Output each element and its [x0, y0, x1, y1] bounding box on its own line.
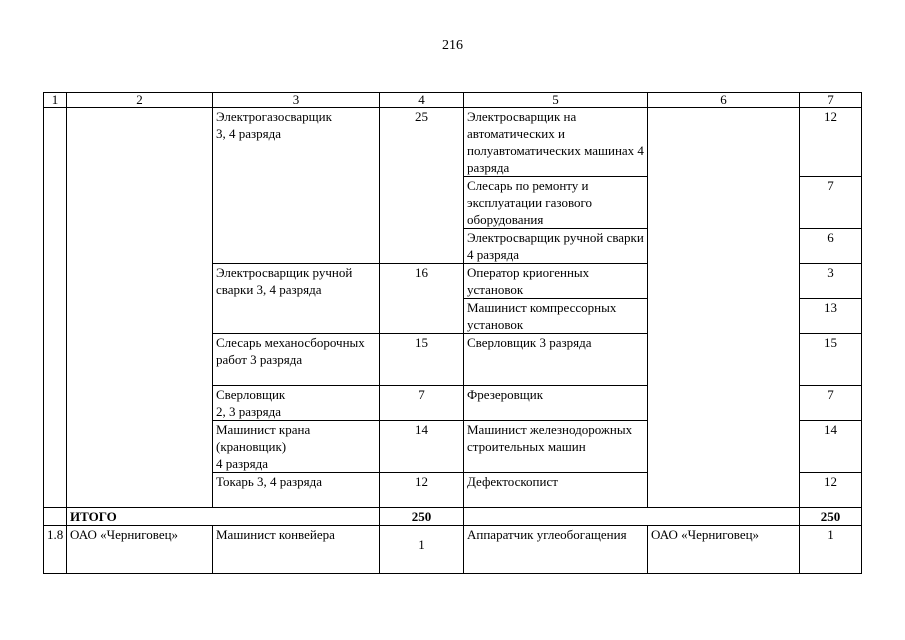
count-new: 13 [800, 299, 862, 334]
profession-new: Электросварщик на автоматических и полуавтоматических машинах 4 разряда [464, 108, 648, 177]
count-new: 12 [800, 108, 862, 177]
profession-current: Электрогазосварщик 3, 4 разряда [213, 108, 380, 264]
profession-new: Электросварщик ручной сварки 4 разряда [464, 229, 648, 264]
col2-empty [67, 108, 213, 508]
profession-new: Дефектоскопист [464, 473, 648, 508]
col6-empty [648, 108, 800, 508]
header-col-3: 3 [213, 93, 380, 108]
profession-current: Токарь 3, 4 разряда [213, 473, 380, 508]
profession-current: Машинист конвейера [213, 526, 380, 574]
profession-new: Аппаратчик углеобогащения [464, 526, 648, 574]
organization-new: ОАО «Черниговец» [648, 526, 800, 574]
total-count-new: 250 [800, 508, 862, 526]
profession-new: Сверловщик 3 разряда [464, 334, 648, 386]
requalification-table [43, 92, 862, 574]
count-current: 14 [380, 421, 464, 473]
page-number: 216 [442, 38, 463, 53]
header-col-4: 4 [380, 93, 464, 108]
profession-new: Слесарь по ремонту и эксплуатации газового оборудования [464, 177, 648, 229]
count-current: 16 [380, 264, 464, 334]
count-new: 7 [800, 386, 862, 421]
header-col-5: 5 [464, 93, 648, 108]
count-current: 15 [380, 334, 464, 386]
count-current: 7 [380, 386, 464, 421]
header-col-7: 7 [800, 93, 862, 108]
profession-current: Сверловщик 2, 3 разряда [213, 386, 380, 421]
count-new: 3 [800, 264, 862, 299]
profession-new: Оператор криогенных установок [464, 264, 648, 299]
profession-new: Машинист компрессорных установок [464, 299, 648, 334]
count-new: 15 [800, 334, 862, 386]
column-number-row [44, 93, 862, 108]
profession-new: Фрезеровщик [464, 386, 648, 421]
count-new: 6 [800, 229, 862, 264]
header-col-1: 1 [44, 93, 67, 108]
total-empty [464, 508, 800, 526]
count-current: 1 [380, 526, 464, 574]
count-new: 14 [800, 421, 862, 473]
count-new: 12 [800, 473, 862, 508]
table-row [44, 108, 862, 177]
header-col-2: 2 [67, 93, 213, 108]
count-new: 7 [800, 177, 862, 229]
total-label: ИТОГО [67, 508, 380, 526]
profession-new: Машинист железнодорожных строительных машин [464, 421, 648, 473]
count-current: 12 [380, 473, 464, 508]
header-col-6: 6 [648, 93, 800, 108]
profession-current: Электросварщик ручной сварки 3, 4 разряда [213, 264, 380, 334]
profession-current: Слесарь механосборочных работ 3 разряда [213, 334, 380, 386]
col1-empty [44, 108, 67, 508]
organization: ОАО «Черниговец» [67, 526, 213, 574]
total-count-current: 250 [380, 508, 464, 526]
row-number: 1.8 [44, 526, 67, 574]
count-current: 25 [380, 108, 464, 264]
total-col1-empty [44, 508, 67, 526]
table-row [44, 526, 862, 574]
total-row [44, 508, 862, 526]
count-new: 1 [800, 526, 862, 574]
profession-current: Машинист крана (крановщик) 4 разряда [213, 421, 380, 473]
